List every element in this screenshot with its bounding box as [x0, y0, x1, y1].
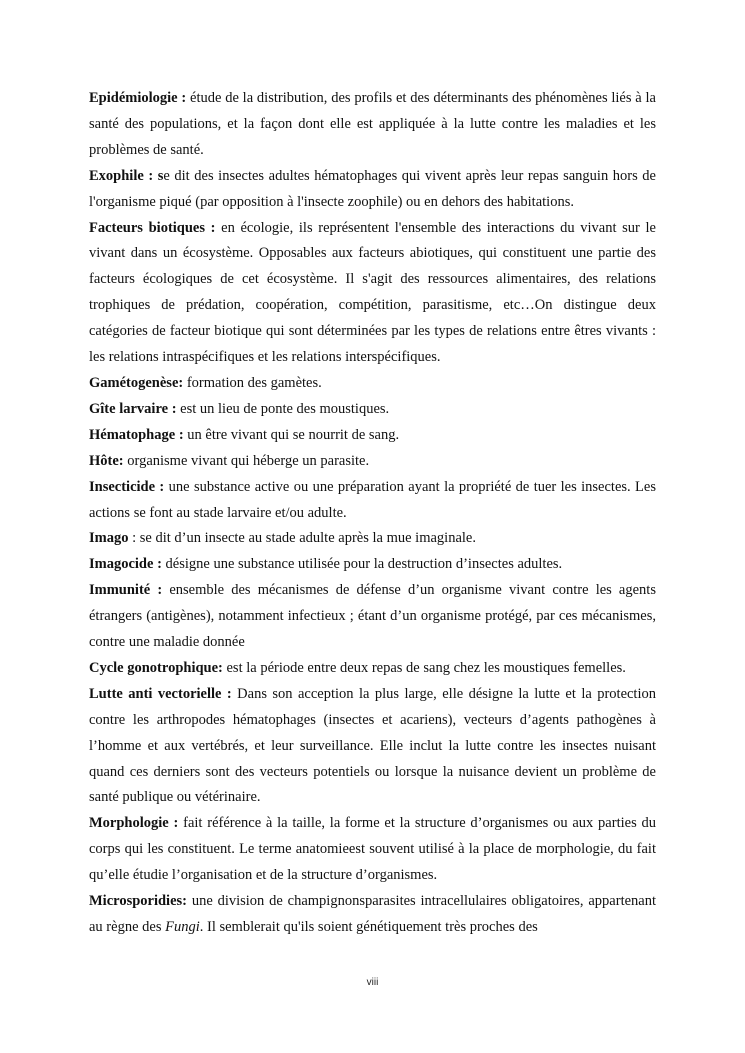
term-separator: : — [168, 815, 184, 832]
glossary-term: Facteurs biotiques — [89, 219, 206, 236]
glossary-definition: ensemble des mécanismes de défense d’un organisme vivant contre les agents étrangers (antigènes), notamment infectieux ; étant d’un organisme protégé, par ces mécanismes, contre une maladie donnée — [89, 582, 656, 651]
term-separator: : — [168, 400, 181, 417]
term-separator: : — [150, 582, 170, 599]
glossary-entry-gametogenese — [89, 371, 656, 397]
glossary-definition: étude de la distribution, des profils et des déterminants des phénomènes liés à la santé des populations, et la façon dont elle est appliquée à la lutte contre les maladies et les problèmes de santé. — [89, 90, 656, 158]
glossary-entry-lutte-anti-vectorielle — [89, 682, 656, 812]
glossary-entry-cycle-gonotrophique — [89, 656, 656, 682]
glossary-entry-microsporidies — [89, 889, 656, 941]
glossary-entry-insecticide — [89, 475, 656, 527]
term-separator: : — [205, 219, 222, 236]
glossary-page — [89, 86, 656, 941]
glossary-term: Imagocide — [89, 556, 154, 573]
glossary-definition: Dans son acception la plus large, elle désigne la lutte et la protection contre les arthropodes hématophages (insectes et acariens), vecteurs d’agents pathogènes à l’homme et aux vertébrés, et leur surveillance. Elle inclut la lutte contre les insectes nuisant quand ces derniers sont des vecteurs potentiels ou lorsque la nuisance devient un problème de santé publique ou vétérinaire. — [89, 685, 656, 806]
glossary-definition: organisme vivant qui héberge un parasite. — [127, 452, 370, 469]
glossary-term: Microsporidies: — [89, 893, 187, 910]
glossary-definition: e dit des insectes adultes hématophages qui vivent après leur repas sanguin hors de l'organisme piqué (par opposition à l'insecte zoophile) ou en dehors des habitations. — [89, 167, 656, 210]
glossary-term: Hématophage — [89, 426, 176, 443]
glossary-definition: formation des gamètes. — [186, 374, 322, 391]
glossary-term: Cycle gonotrophique: — [89, 659, 223, 676]
glossary-entry-facteurs-biotiques — [89, 216, 656, 371]
glossary-term: Imago — [89, 530, 129, 547]
glossary-entry-immunite — [89, 578, 656, 656]
glossary-term: Insecticide — [89, 478, 156, 495]
glossary-term: Immunité — [89, 582, 151, 599]
glossary-definition: est un lieu de ponte des moustiques. — [180, 400, 390, 417]
glossary-entry-gite-larvaire — [89, 397, 656, 423]
glossary-definition: est la période entre deux repas de sang chez les moustiques femelles. — [226, 659, 626, 676]
glossary-term: Lutte anti vectorielle — [89, 685, 222, 702]
glossary-term: Gîte larvaire — [89, 400, 169, 417]
term-separator: : — [128, 530, 140, 547]
glossary-definition: en écologie, ils représentent l'ensemble des interactions du vivant sur le vivant dans un écosystème. Opposables aux facteurs abiotiques, qui constituent une partie des facteurs écologiques de cet écosystème. Il s'agit des ressources alimentaires, des relations trophiques de prédation, coopération, compétition, parasitisme, etc…On distingue deux catégories de facteur biotique qui sont déterminées par les types de relations entre êtres vivants : les relations intraspécifiques et les relations interspécifiques. — [89, 219, 656, 366]
glossary-definition: se dit d’un insecte au stade adulte après la mue imaginale. — [139, 530, 476, 547]
glossary-term: Epidémiologie — [89, 90, 178, 106]
glossary-entry-exophile — [89, 164, 656, 216]
glossary-definition: fait référence à la taille, la forme et la structure d’organismes ou aux parties du corps qui les constituent. Le terme anatomieest souvent utilisé à la place de morphologie, du fait qu’elle étudie l’organisation et de la structure d’organismes. — [89, 815, 656, 884]
term-separator: : — [153, 556, 166, 573]
glossary-term: Gamétogenèse: — [89, 374, 184, 391]
glossary-definition-italic: Fungi — [165, 919, 200, 935]
term-separator: : s — [143, 167, 164, 184]
term-separator: : — [155, 478, 169, 495]
glossary-definition: . Il semblerait qu'ils soient génétiquement très proches des — [199, 919, 538, 935]
glossary-definition: une substance active ou une préparation ayant la propriété de tuer les insectes. Les actions se font au stade larvaire et/ou adulte. — [89, 478, 656, 521]
glossary-term: Exophile — [89, 167, 144, 184]
glossary-entry-hote — [89, 449, 656, 475]
glossary-entry-hematophage — [89, 423, 656, 449]
glossary-definition: une division de champignonsparasites intracellulaires obligatoires, appartenant au règne des — [89, 893, 657, 935]
term-separator: : — [221, 685, 238, 702]
glossary-term: Hôte: — [89, 452, 124, 469]
term-separator: : — [175, 426, 188, 443]
glossary-definition: désigne une substance utilisée pour la destruction d’insectes adultes. — [165, 556, 563, 573]
page-number: viii — [366, 977, 379, 988]
glossary-entry-epidemiologie — [89, 86, 656, 164]
glossary-entry-imagocide — [89, 552, 656, 578]
glossary-entry-imago — [89, 526, 656, 552]
term-separator: : — [177, 90, 191, 106]
glossary-term: Morphologie — [89, 815, 169, 832]
glossary-entry-morphologie — [89, 811, 656, 889]
glossary-definition: un être vivant qui se nourrit de sang. — [187, 426, 400, 443]
